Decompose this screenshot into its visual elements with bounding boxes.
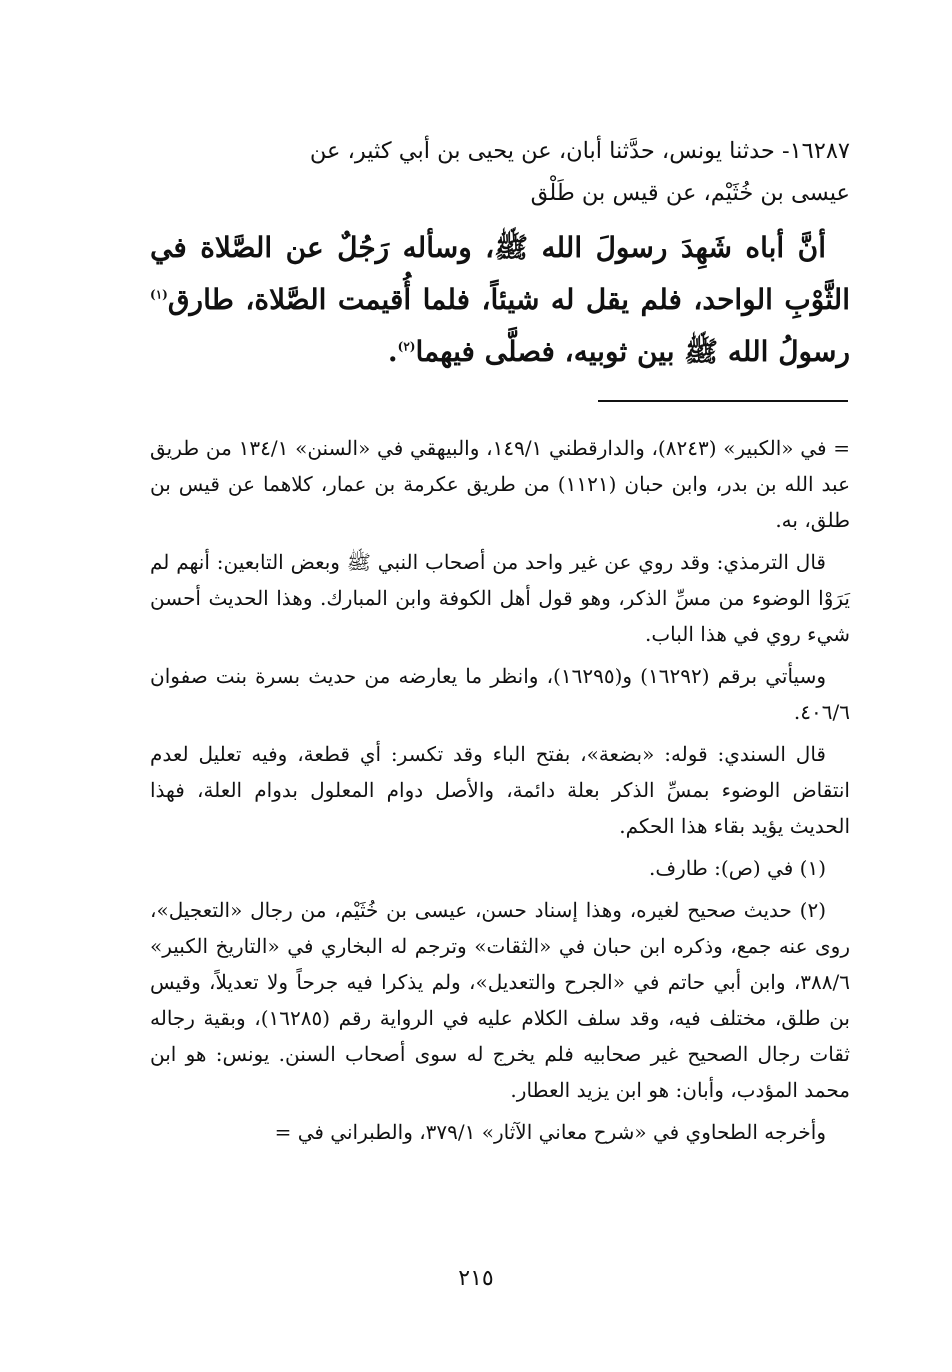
isnad-line-2: عيسى بن خُثَيْم، عن قيس بن طَلْق [530,180,850,206]
matn [150,222,850,378]
footnote-2: (٢) حديث صحيح لغيره، وهذا إسناد حسن، عيسى بن خُثَيْم، من رجال «التعجيل»، روى عنه جمع، وذكره ابن حبان في «الثقات» وترجم له البخاري في «التاريخ الكبير» ٣٨٨/٦، وابن أبي حاتم في «الجرح والتعديل»، ولم يذكرا فيه جرحاً ولا تعديلاً، وقيس بن طلق، مختلف فيه، وقد سلف الكلام عليه في الرواية رقم (١٦٢٨٥)، وبقية رجاله ثقات رجال الصحيح غير صحابيه فلم يخرج له سوى أصحاب السنن. يونس: هو ابن محمد المؤدب، وأبان: هو ابن يزيد العطار. [150,898,850,1102]
hadith-block [150,130,850,378]
footnote-ref-1: (١) [150,287,168,302]
footnote-1: (١) في (ص): طارف. [649,856,826,880]
footnote-ref-2: (٢) [397,339,416,354]
footnote-takhrij: وأخرجه الطحاوي في «شرح معاني الآثار» ٣٧٩/١، والطبراني في = [274,1120,826,1144]
isnad [150,130,850,214]
matn-end: . [387,335,398,368]
footnote-divider [598,400,848,402]
isnad-line-1: ١٦٢٨٧- حدثنا يونس، حدَّثنا أبان، عن يحيى بن أبي كثير، عن [309,138,850,164]
footnote-cross-reference: وسيأتي برقم (١٦٢٩٢) و(١٦٢٩٥)، وانظر ما يعارضه من حديث بسرة بنت صفوان ٤٠٦/٦. [150,664,850,724]
footnote-sindi: قال السندي: قوله: «بضعة»، بفتح الباء وقد تكسر: أي قطعة، وفيه تعليل لعدم انتقاض الوضوء بمسِّ الذكر بعلة دائمة، والأصل دوام المعلول بدوام العلة، فهذا الحديث يؤيد بقاء هذا الحكم. [150,742,850,838]
footnote-continuation: = في «الكبير» (٨٢٤٣)، والدارقطني ١٤٩/١، والبيهقي في «السنن» ١٣٤/١ من طريق عبد الله بن بدر، وابن حبان (١١٢١) من طريق عكرمة بن عمار، كلاهما عن قيس بن طلق، به. [150,436,851,532]
footnotes [150,430,850,1156]
matn-part-2: رسولُ الله ﷺ بين ثوبيه، فصلَّى فيهما [415,335,850,368]
page-number: ٢١٥ [458,1266,494,1291]
footnote-tirmidhi: قال الترمذي: وقد روي عن غير واحد من أصحاب النبي ﷺ وبعض التابعين: أنهم لم يَرَوْا الوضوء من مسِّ الذكر، وهو قول أهل الكوفة وابن المبارك. وهذا الحديث أحسن شيء روي في هذا الباب. [150,550,850,646]
matn-part-1: أنَّ أباه شَهِدَ رسولَ الله ﷺ، وسأله رَجُلٌ عن الصَّلاة في الثَّوْبِ الواحد، فلم يقل له شيئاً، فلما أُقيمت الصَّلاة، طارق [150,231,850,316]
